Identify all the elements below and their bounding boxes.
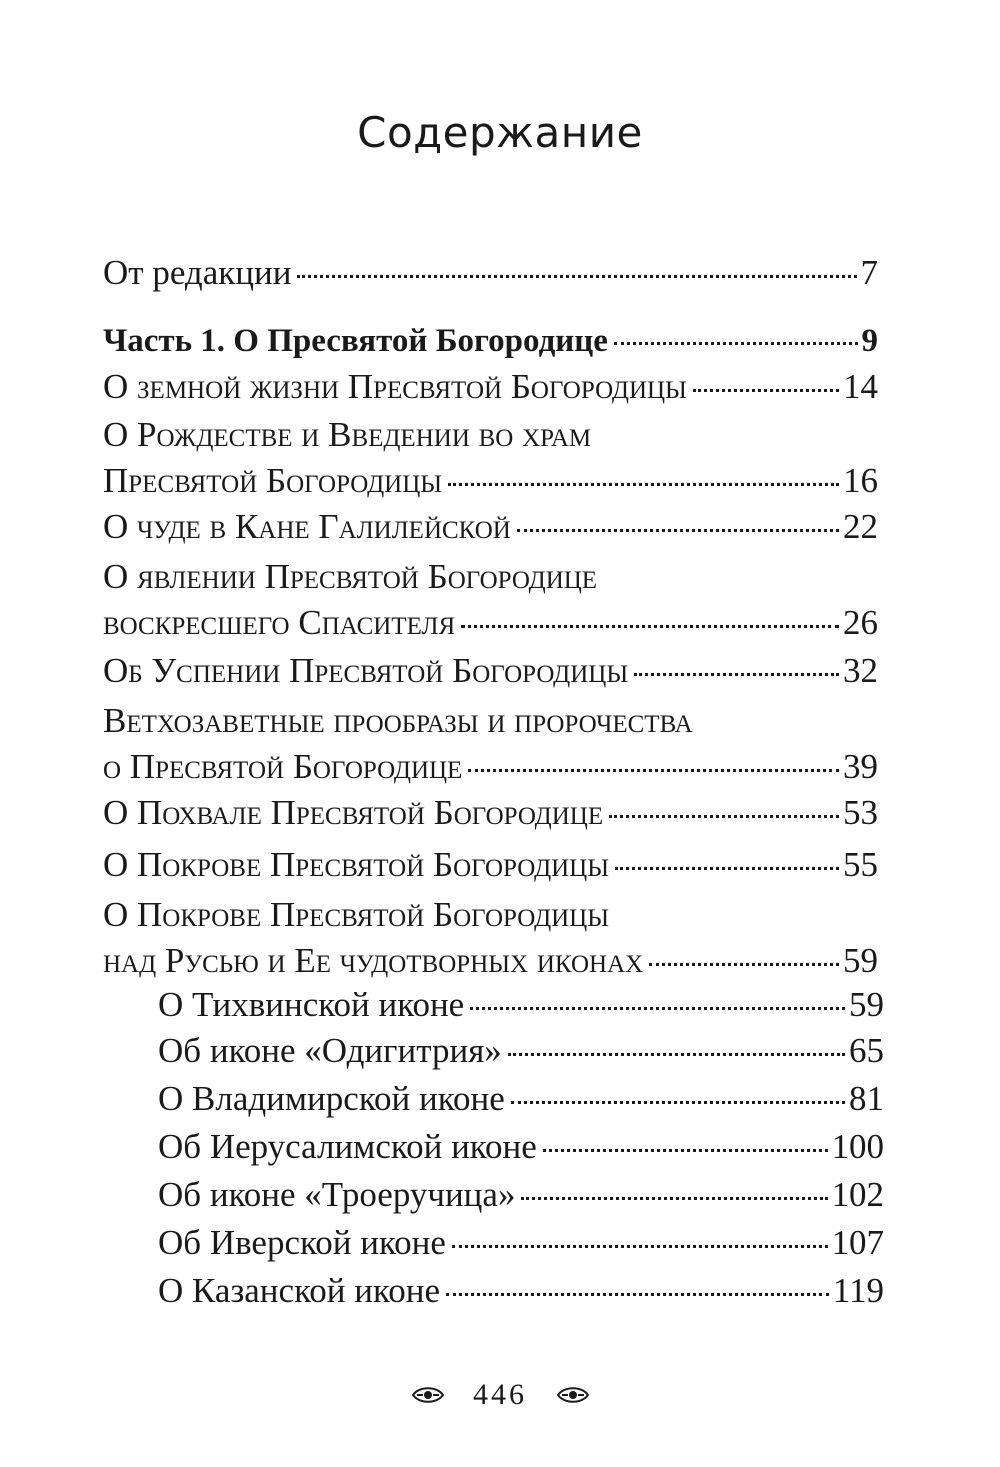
toc-entry-title: Часть 1. О Пресвятой Богородице [103, 323, 608, 359]
toc-entry-page: 100 [831, 1127, 884, 1166]
toc-entry-page: 39 [843, 747, 878, 786]
toc-subentry[interactable] [158, 1124, 884, 1170]
floral-ornament-icon [411, 1380, 445, 1414]
dot-leader [452, 1245, 828, 1248]
toc-entry-page: 59 [843, 941, 878, 980]
dot-leader [614, 342, 858, 345]
toc-entry[interactable] [103, 250, 878, 296]
toc-entry-page: 14 [843, 367, 878, 406]
dot-leader [634, 673, 839, 676]
dot-leader [446, 1293, 829, 1296]
dot-leader [511, 1101, 845, 1104]
toc-subentry[interactable] [158, 982, 884, 1028]
toc-subentry[interactable] [158, 1172, 884, 1218]
toc-entry-page: 55 [843, 845, 878, 884]
page-footer [0, 1378, 1000, 1414]
toc-entry[interactable] [103, 892, 878, 984]
dot-leader [470, 1007, 845, 1010]
toc-entry-page: 32 [843, 651, 878, 690]
dot-leader [649, 963, 839, 966]
toc-entry-title: О Похвале Пресвятой Богородице [103, 793, 604, 832]
dot-leader [508, 1053, 845, 1056]
toc-entry[interactable] [103, 554, 878, 646]
toc-entry-page: 53 [843, 793, 878, 832]
toc-entry-page: 119 [832, 1271, 884, 1310]
toc-entry[interactable] [103, 698, 878, 790]
toc-entry-page: 16 [843, 461, 878, 500]
toc-entry-title: О земной жизни Пресвятой Богородицы [103, 367, 687, 406]
toc-entry[interactable] [103, 504, 878, 550]
toc-entry-page: 7 [860, 253, 878, 292]
toc-subentry[interactable] [158, 1028, 884, 1074]
toc-entry-title-line1: О Покрове Пресвятой Богородицы [103, 895, 610, 934]
dot-leader [448, 483, 839, 486]
toc-entry-title: Об иконе «Одигитрия» [158, 1031, 502, 1070]
toc-entry-page: 65 [849, 1031, 884, 1070]
toc-entry-title: воскресшего Спасителя [103, 603, 456, 642]
toc-entry-page: 102 [831, 1175, 884, 1214]
toc-entry-title: Об Иверской иконе [158, 1223, 446, 1262]
toc-entry-title: О чуде в Кане Галилейской [103, 507, 511, 546]
toc-entry-title: Пресвятой Богородицы [103, 461, 443, 500]
toc-entry[interactable] [103, 790, 878, 836]
toc-entry-title: О Владимирской иконе [158, 1079, 505, 1118]
toc-entry-page: 107 [831, 1223, 884, 1262]
toc-entry-page: 22 [843, 507, 878, 546]
dot-leader [609, 815, 839, 818]
toc-entry-title: о Пресвятой Богородице [103, 747, 463, 786]
toc-entry[interactable] [103, 842, 878, 888]
toc-subentry[interactable] [158, 1076, 884, 1122]
toc-entry-title: О Казанской иконе [158, 1271, 440, 1310]
dot-leader [693, 389, 839, 392]
floral-ornament-icon [556, 1380, 590, 1414]
toc-entry-title-line1: О явлении Пресвятой Богородице [103, 557, 598, 596]
toc-entry-title: О Покрове Пресвятой Богородицы [103, 845, 610, 884]
toc-entry-title: над Русью и Ее чудотворных иконах [103, 941, 644, 980]
dot-leader [461, 625, 839, 628]
dot-leader [297, 275, 856, 278]
dot-leader [517, 529, 839, 532]
dot-leader [615, 867, 839, 870]
toc-entry-page: 26 [843, 603, 878, 642]
toc-entry-title: Об Иерусалимской иконе [158, 1127, 537, 1166]
toc-entry[interactable] [103, 412, 878, 504]
toc-entry-title: Об иконе «Троеручица» [158, 1175, 516, 1214]
toc-part-heading[interactable] [103, 318, 878, 364]
dot-leader [543, 1149, 828, 1152]
toc-entry-title-line1: Ветхозаветные прообразы и пророчества [103, 701, 693, 740]
toc-entry-page: 9 [861, 323, 878, 359]
dot-leader [468, 769, 839, 772]
toc-entry-title: Об Успении Пресвятой Богородицы [103, 651, 629, 690]
toc-subentry[interactable] [158, 1220, 884, 1266]
toc-entry-page: 81 [849, 1079, 884, 1118]
toc-entry-title-line1: О Рождестве и Введении во храм [103, 415, 592, 454]
toc-entry-title: О Тихвинской иконе [158, 985, 465, 1024]
page-number: 446 [473, 1378, 527, 1411]
toc-entry-title: От редакции [103, 253, 292, 292]
toc-entry[interactable] [103, 364, 878, 410]
toc-entry-page: 59 [849, 985, 884, 1024]
toc-subentry[interactable] [158, 1268, 884, 1314]
toc-entry[interactable] [103, 648, 878, 694]
dot-leader [521, 1197, 827, 1200]
page-title: Содержание [357, 108, 643, 157]
